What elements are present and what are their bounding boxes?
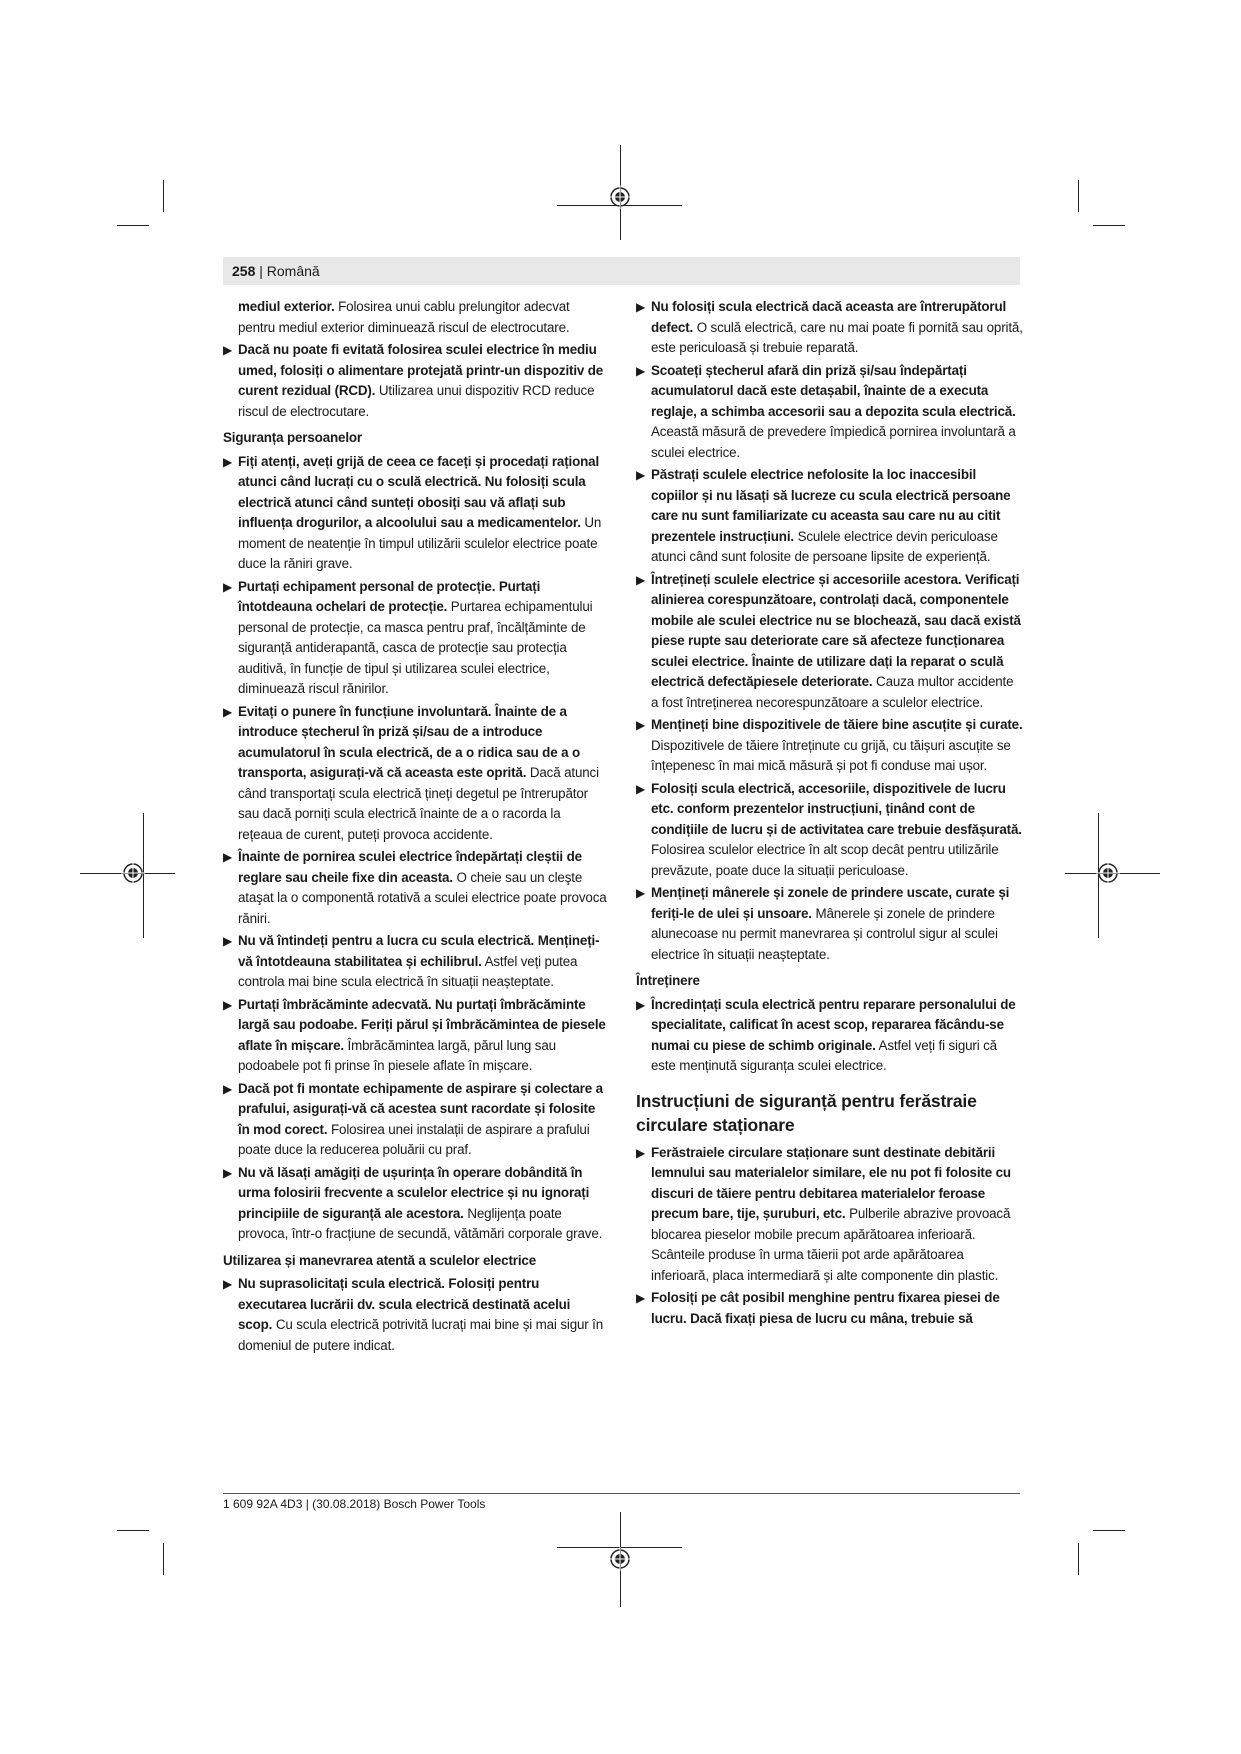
- list-item: ▶ Dacă pot fi montate echipamente de aspirare și colectare a prafului, asigurați-vă că acestea sunt racordate și folosite în mod corect. Folosirea unei instalații de aspirare a prafului poate duce la reducerea poluării cu praf.: [223, 1080, 603, 1157]
- list-item: ▶ Nu suprasolicitați scula electrică. Folosiți pentru executarea lucrării dv. scula electrică destinată acelui scop. Cu scula electrică potrivită lucrați mai bine și mai sigur în domeniul de putere indicat.: [223, 1276, 604, 1353]
- bullet-icon: ▶: [223, 1165, 233, 1180]
- bullet-icon: ▶: [223, 454, 233, 469]
- bullet-icon: ▶: [636, 363, 646, 378]
- bullet-icon: ▶: [636, 718, 646, 732]
- bullet-icon: ▶: [223, 934, 233, 948]
- crop-mark: [1093, 225, 1125, 226]
- bullet-icon: ▶: [636, 468, 646, 482]
- list-item: ▶ Ferăstraiele circulare staționare sunt destinate debitării lemnului sau materialelor similare, ele nu pot fi folosite cu discuri de tăiere pentru debitarea materialelor feroase precum bare, tije, șuruburi, etc. Pulberile abrazive provoacă blocarea pieselor mobile precum apărătoarea inferioară. Scânteile produse în urma tăierii pot arde apărătoarea inferioară, placa intermediară și alte componente din plastic.: [636, 1144, 1011, 1283]
- bullet-icon: ▶: [636, 1291, 646, 1305]
- list-item: ▶ Folosiți scula electrică, accesoriile, dispozitivele de lucru etc. conform prezentelor instrucțiuni, ținând cont de condițiile de lucru și de activitatea care trebuie desfășurată. Folosirea sculelor electrice în alt scop decât pentru utilizările prevăzute, poate duce la situații periculoase.: [636, 780, 1022, 878]
- registration-target-icon: [608, 185, 632, 209]
- list-item: ▶ Dacă nu poate fi evitată folosirea sculei electrice în mediu umed, folosiți o alimentare protejată printr-un dispozitiv de curent rezidual (RCD). Utilizarea unui dispozitiv RCD reduce riscul de electrocutare.: [223, 342, 604, 419]
- list-item: ▶ Nu vă întindeți pentru a lucra cu scula electrică. Mențineți-vă întotdeauna stabilitatea și echilibrul. Astfel veți putea controla mai bine scula electrică în situații neașteptate.: [223, 933, 600, 989]
- registration-target-icon: [1096, 861, 1120, 885]
- list-item: ▶ Păstrați sculele electrice nefolosite la loc inaccesibil copiilor și nu lăsați să lucreze cu scula electrică persoane care nu sunt familiarizate cu aceasta sau care nu au citit prezentele instrucțiuni. Sculele electrice devin periculoase atunci când sunt folosite de persoane lipsite de experiență.: [636, 467, 1011, 564]
- bullet-icon: ▶: [223, 579, 233, 594]
- section-title: Instrucțiuni de siguranță pentru ferăstraie circulare staționare: [636, 1090, 977, 1135]
- crop-mark: [117, 225, 149, 226]
- bullet-icon: ▶: [223, 343, 233, 357]
- crop-mark: [163, 180, 164, 212]
- page-header: [223, 257, 1020, 285]
- crop-mark: [117, 1530, 149, 1531]
- footer-rule: [223, 1493, 1020, 1494]
- bullet-icon: ▶: [636, 1145, 646, 1160]
- list-item: ▶ Mențineți mânerele și zonele de prindere uscate, curate și feriți-le de ulei și unsoare. Mânerele și zonele de prindere alunecoase nu permit manevrarea și controlul sigur al sculei electrice în situații neașteptate.: [636, 885, 1010, 962]
- registration-target-icon: [608, 1547, 632, 1571]
- header-separator: |: [259, 263, 263, 279]
- list-item: ▶ Evitați o punere în funcțiune involuntară. Înainte de a introduce ștecherul în priză și/sau de a introduce acumulatorul în scula electrică, de a o ridica sau de a o transporta, asigurați-vă că aceasta este oprită. Dacă atunci când transportați scula electrică țineți degetul pe întrerupător sau dacă porniți scula electrică înainte de a o racorda la rețeaua de curent, puteți provoca accidente.: [223, 703, 599, 842]
- bullet-icon: ▶: [636, 886, 646, 900]
- registration-target-icon: [121, 861, 145, 885]
- bullet-icon: ▶: [223, 1277, 233, 1291]
- list-item: ▶ Purtați echipament personal de protecție. Purtați întotdeauna ochelari de protecție. Purtarea echipamentului personal de protecție, ca masca pentru praf, încălțăminte de siguranță antiderapantă, casca de protecție sau protecția auditivă, în funcție de tipul și utilizarea sculei electrice, diminuează riscul rănirilor.: [223, 578, 593, 696]
- list-item: ▶ Folosiți pe cât posibil menghine pentru fixarea piesei de lucru. Dacă fixați piesa de lucru cu mâna, trebuie să: [636, 1290, 1000, 1326]
- page-footer: 1 609 92A 4D3 | (30.08.2018) Bosch Power Tools: [223, 1497, 486, 1511]
- bullet-icon: ▶: [636, 781, 646, 796]
- bullet-icon: ▶: [636, 300, 646, 314]
- header-language: Română: [266, 263, 320, 279]
- section-heading: Utilizarea și manevrarea atentă a sculelor electrice: [223, 1252, 537, 1268]
- list-item: ▶ Înainte de pornirea sculei electrice îndepărtați cleștii de reglare sau cheile fixe din aceasta. O cheie sau un cleşte ataşat la o componentă rotativă a sculei electrice poate provoca răniri.: [223, 849, 607, 926]
- bullet-icon: ▶: [223, 704, 233, 719]
- list-item: ▶ Fiți atenți, aveți grijă de ceea ce faceți și procedați rațional atunci când lucrați cu o sculă electrică. Nu folosiți scula electrică atunci când sunteți obosiți sau vă aflați sub influența drogurilor, a alcoolului sau a medicamentelor. Un moment de neatenție în timpul utilizării sculelor electrice poate duce la răniri grave.: [223, 453, 602, 571]
- crop-mark: [1093, 1530, 1125, 1531]
- bullet-icon: ▶: [636, 572, 646, 587]
- bullet-icon: ▶: [223, 850, 233, 864]
- bullet-icon: ▶: [223, 1081, 233, 1096]
- bullet-icon: ▶: [223, 997, 233, 1012]
- list-item: ▶ Scoateți ștecherul afară din priză și/sau îndepărtați acumulatorul dacă este detașabil, înainte de a executa reglaje, a schimba accesorii sau a depozita scula electrică. Această măsură de prevedere împiedică pornirea involuntară a sculei electrice.: [636, 362, 1016, 460]
- left-column: [223, 297, 607, 1358]
- right-column: [636, 297, 1024, 1331]
- section-heading: Siguranța persoanelor: [223, 430, 362, 445]
- list-item: ▶ Încredințați scula electrică pentru reparare personalului de specialitate, calificat în acest scop, repararea făcându-se numai cu piese de schimb originale. Astfel veți fi siguri că este menținută siguranța sculei electrice.: [636, 996, 1016, 1073]
- list-item: ▶ Nu vă lăsați amăgiți de ușurința în operare dobândită în urma folosirii frecvente a sculelor electrice și nu ignorați principiile de siguranță ale acestora. Neglijența poate provoca, într-o fracțiune de secundă, vătămări corporale grave.: [223, 1164, 603, 1241]
- list-item: ▶ Mențineți bine dispozitivele de tăiere bine ascuțite și curate. Dispozitivele de tăiere întreținute cu grijă, cu tăișuri ascuțite se înțepenesc în mai mică măsură și pot fi conduse mai ușor.: [636, 717, 1023, 773]
- page-number: 258: [232, 263, 256, 279]
- section-heading: Întreținere: [636, 973, 700, 988]
- crop-mark: [163, 1543, 164, 1575]
- list-item: ▶ Nu folosiți scula electrică dacă aceasta are întrerupătorul defect. O sculă electrică, care nu mai poate fi pornită sau oprită, este periculoasă și trebuie reparată.: [636, 299, 1023, 355]
- list-item: ▶ Întrețineți sculele electrice și accesoriile acestora. Verificați alinierea corespunzătoare, controlați dacă, componentele mobile ale sculei electrice nu se blochează, sau dacă există piese rupte sau deteriorate care să afecteze funcționarea sculei electrice. Înainte de utilizare dați la reparat o sculă electrică defectăpiesele deteriorate. Cauza multor accidente a fost întreținerea necorespunzătoare a sculelor electrice.: [636, 571, 1021, 710]
- intro-paragraph: mediul exterior. Folosirea unui cablu prelungitor adecvat pentru mediul exterior diminuează riscul de electrocutare.: [238, 299, 570, 335]
- crop-mark: [1078, 1543, 1079, 1575]
- bullet-icon: ▶: [636, 997, 646, 1012]
- crop-mark: [1078, 180, 1079, 212]
- list-item: ▶ Purtați îmbrăcăminte adecvată. Nu purtați îmbrăcăminte largă sau podoabe. Feriți părul și îmbrăcămintea de piesele aflate în mișcare. Îmbrăcămintea largă, părul lung sau podoabele pot fi prinse în piesele aflate în mișcare.: [223, 996, 606, 1073]
